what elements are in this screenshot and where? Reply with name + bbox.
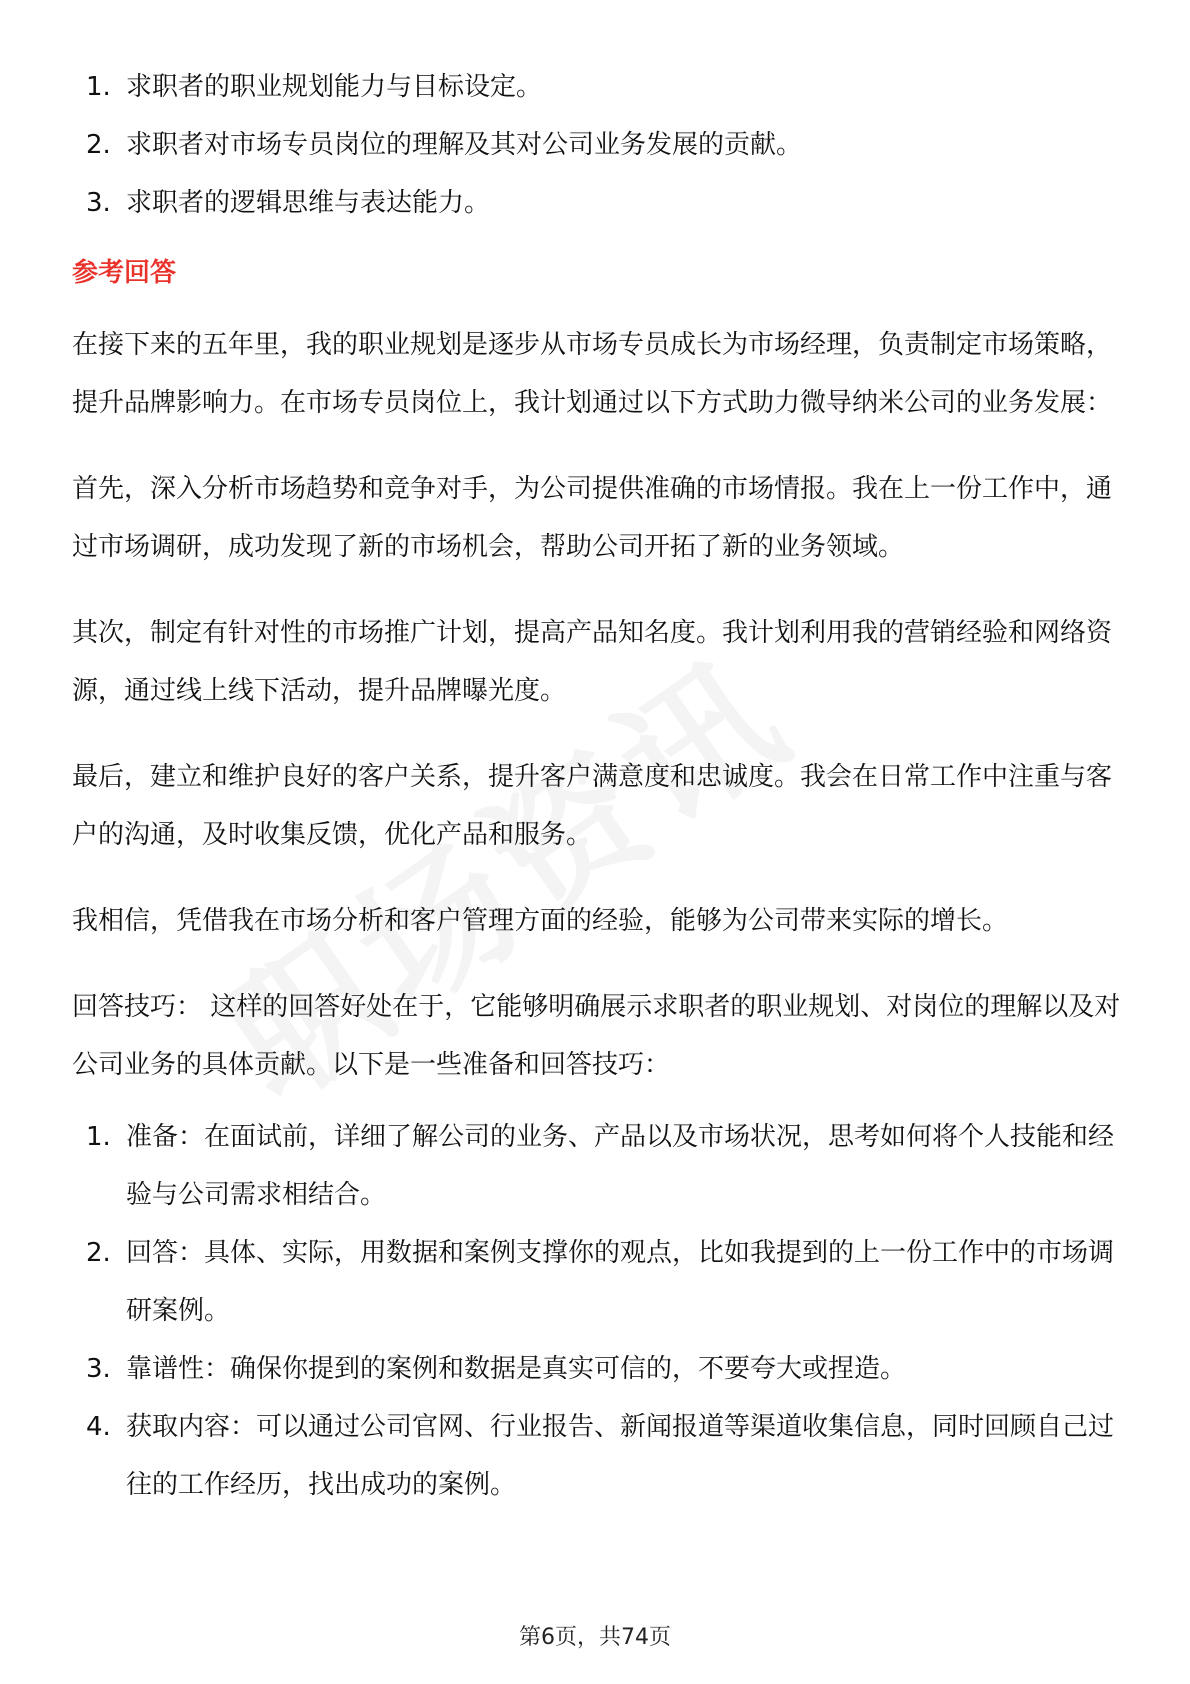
list-number: 1. bbox=[86, 72, 111, 102]
list-text: 准备：在面试前，详细了解公司的业务、产品以及市场状况，思考如何将个人技能和经验与公司需求相结合。 bbox=[126, 1122, 1115, 1210]
list-text: 回答：具体、实际，用数据和案例支撑你的观点，比如我提到的上一份工作中的市场调研案例。 bbox=[126, 1238, 1115, 1326]
list-item bbox=[72, 58, 1122, 116]
list-number: 3. bbox=[86, 188, 111, 218]
list-text: 获取内容：可以通过公司官网、行业报告、新闻报道等渠道收集信息，同时回顾自己过往的工作经历，找出成功的案例。 bbox=[126, 1412, 1115, 1500]
section-title: 参考回答 bbox=[72, 258, 177, 288]
paragraph: 最后，建立和维护良好的客户关系，提升客户满意度和忠诚度。我会在日常工作中注重与客户的沟通，及时收集反馈，优化产品和服务。 bbox=[72, 762, 1113, 850]
list-text: 求职者对市场专员岗位的理解及其对公司业务发展的贡献。 bbox=[126, 130, 803, 160]
list-text: 求职者的职业规划能力与目标设定。 bbox=[126, 72, 543, 102]
list-item bbox=[72, 116, 1122, 174]
list-number: 2. bbox=[86, 130, 111, 160]
paragraph: 首先，深入分析市场趋势和竞争对手，为公司提供准确的市场情报。我在上一份工作中，通过市场调研，成功发现了新的市场机会，帮助公司开拓了新的业务领域。 bbox=[72, 474, 1113, 562]
page-number: 第6页，共74页 bbox=[519, 1625, 671, 1650]
list-item bbox=[72, 1108, 1122, 1224]
paragraph: 回答技巧： 这样的回答好处在于，它能够明确展示求职者的职业规划、对岗位的理解以及对公司业务的具体贡献。以下是一些准备和回答技巧： bbox=[72, 992, 1121, 1080]
list-number: 1. bbox=[86, 1122, 111, 1152]
list-item bbox=[72, 1398, 1122, 1514]
list-item bbox=[72, 174, 1122, 232]
list-number: 2. bbox=[86, 1238, 111, 1268]
list-number: 4. bbox=[86, 1412, 111, 1442]
list-item bbox=[72, 1340, 1122, 1398]
list-text: 求职者的逻辑思维与表达能力。 bbox=[126, 188, 491, 218]
paragraph: 我相信，凭借我在市场分析和客户管理方面的经验，能够为公司带来实际的增长。 bbox=[72, 906, 1009, 936]
list-number: 3. bbox=[86, 1354, 111, 1384]
paragraph: 在接下来的五年里，我的职业规划是逐步从市场专员成长为市场经理，负责制定市场策略，提升品牌影响力。在市场专员岗位上，我计划通过以下方式助力微导纳米公司的业务发展： bbox=[72, 330, 1113, 418]
list-item bbox=[72, 1224, 1122, 1340]
top-list bbox=[72, 58, 1122, 232]
page-content bbox=[72, 58, 1122, 1514]
list-text: 靠谱性：确保你提到的案例和数据是真实可信的，不要夸大或捏造。 bbox=[126, 1354, 907, 1384]
paragraph: 其次，制定有针对性的市场推广计划，提高产品知名度。我计划利用我的营销经验和网络资源，通过线上线下活动，提升品牌曝光度。 bbox=[72, 618, 1113, 706]
tips-list bbox=[72, 1108, 1122, 1514]
